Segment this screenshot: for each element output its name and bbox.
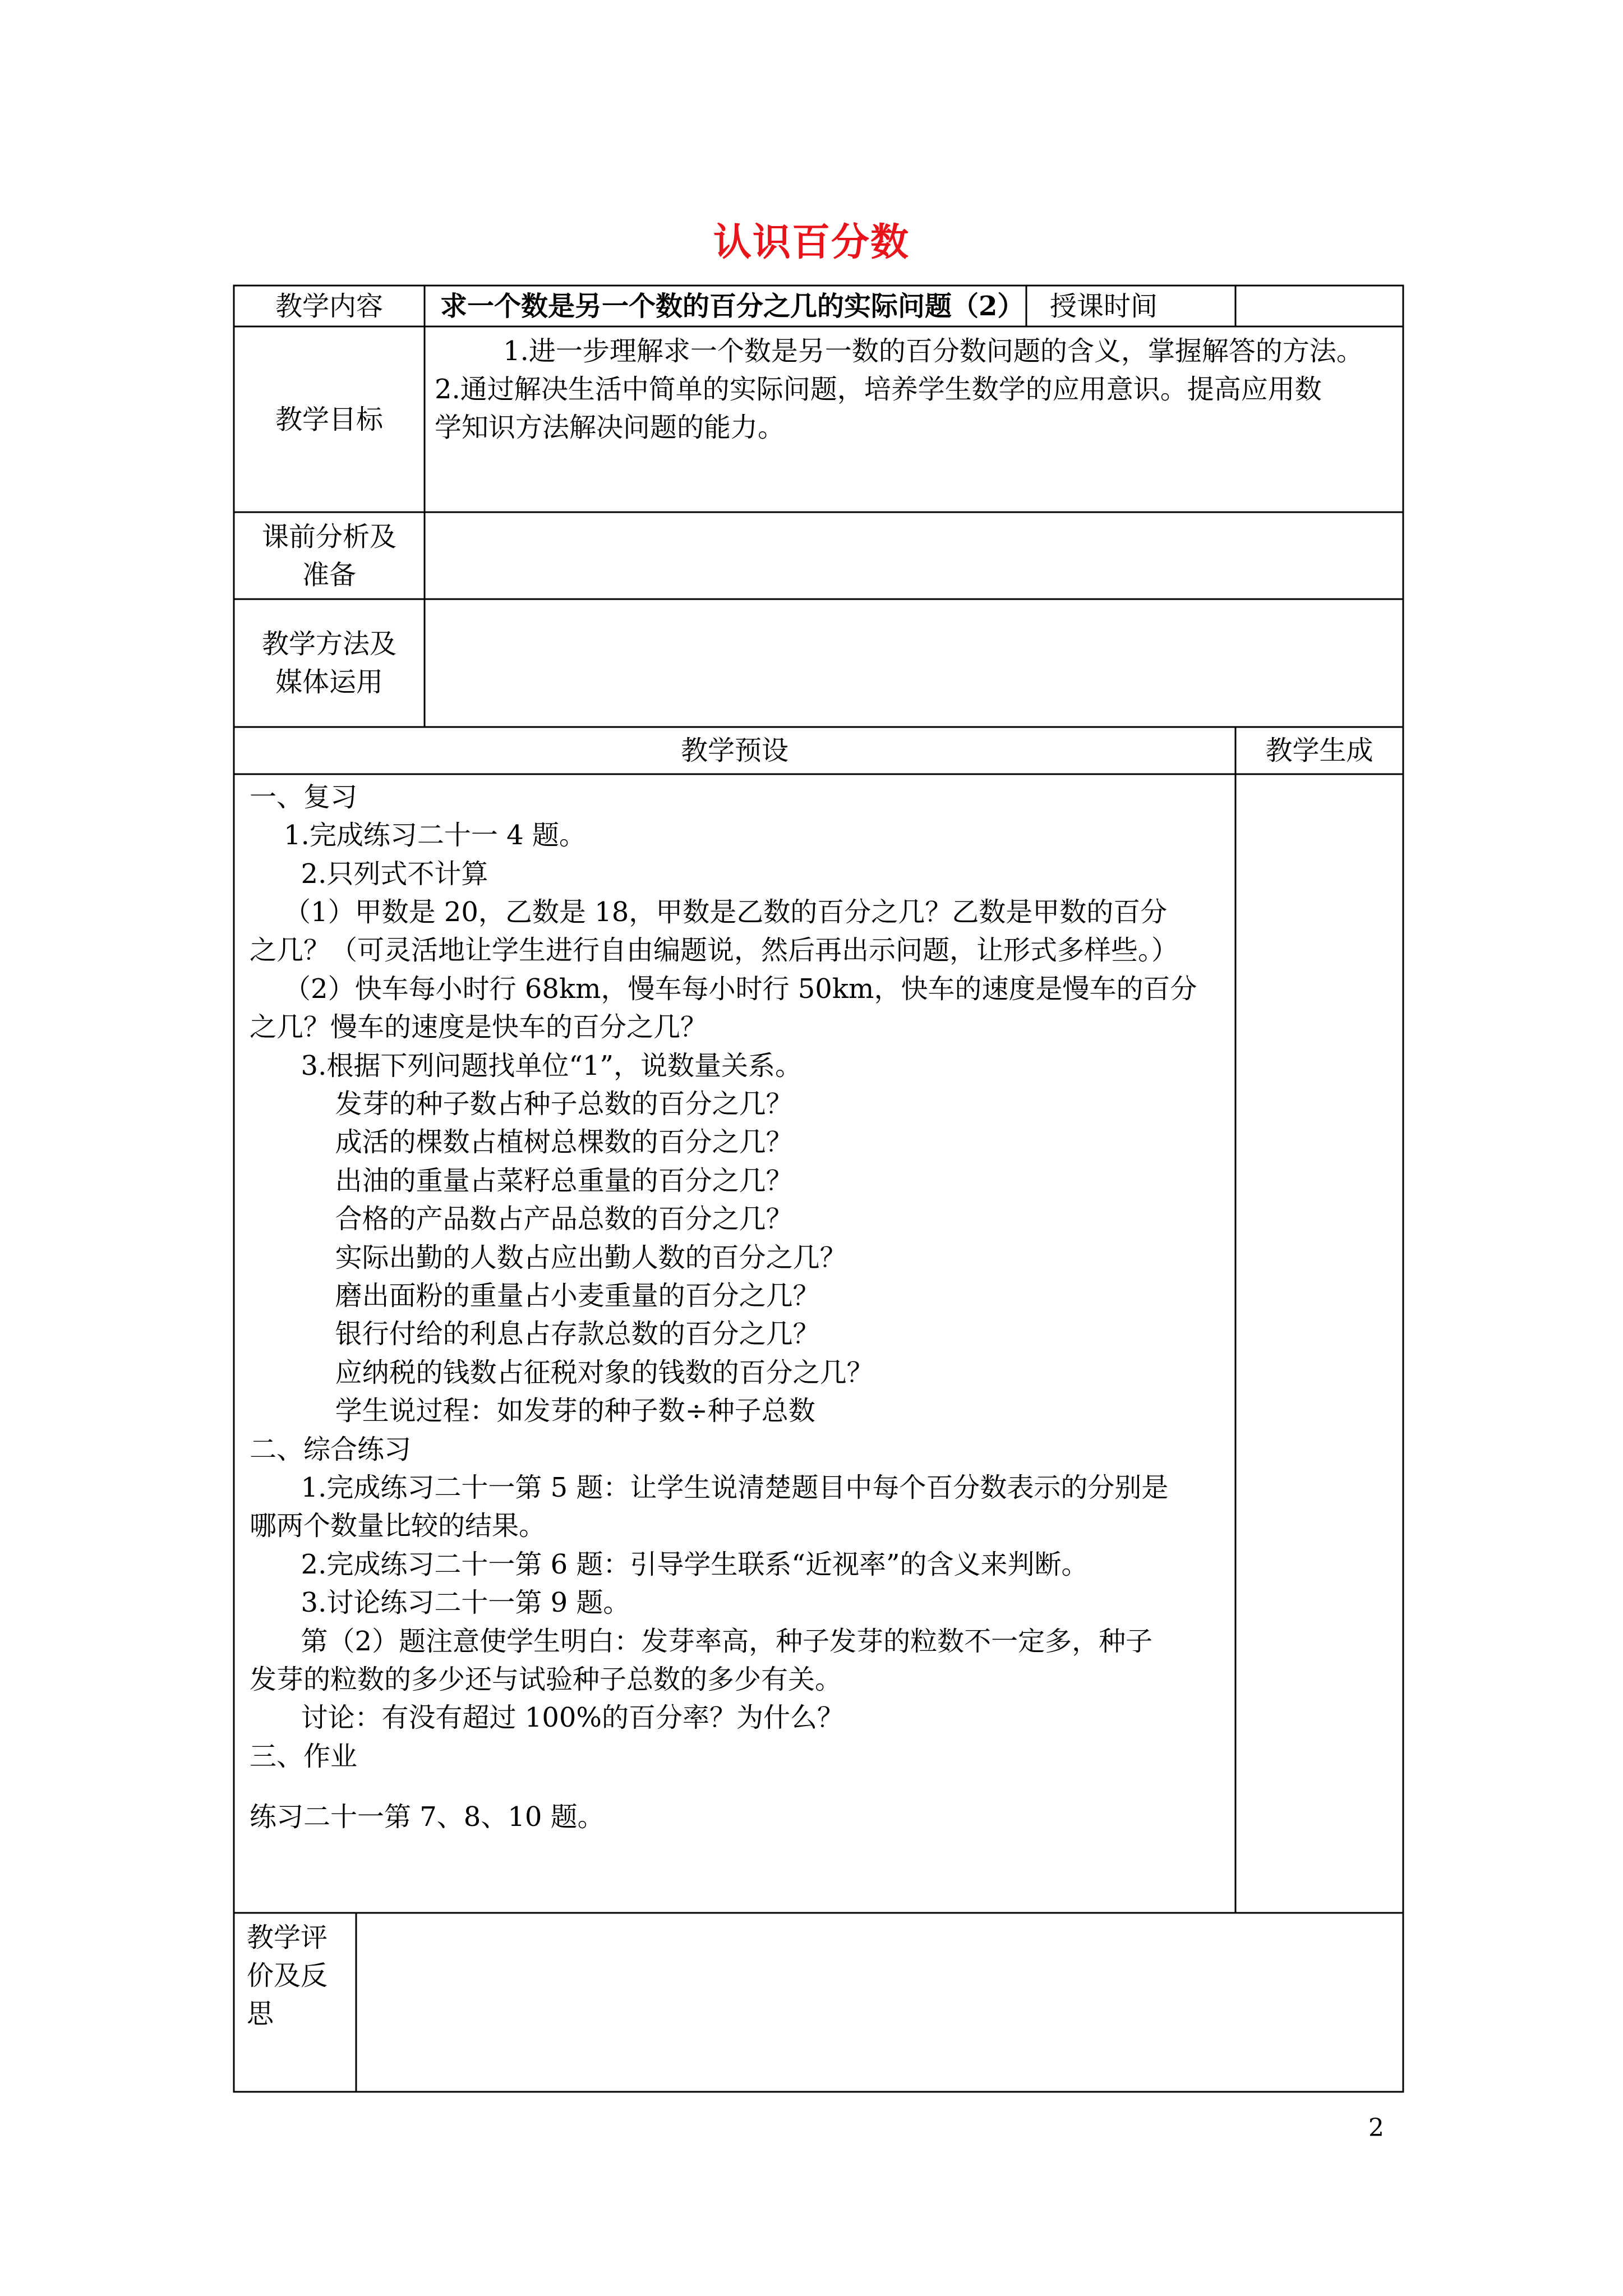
plan-line: 银行付给的利息占存款总数的百分之几？ <box>250 1318 820 1350</box>
content-label: 教学内容 <box>275 291 383 322</box>
plan-line: （1）甲数是 20，乙数是 18，甲数是乙数的百分之几？乙数是甲数的百分 <box>250 896 1168 928</box>
reflection-value <box>365 1918 1391 2081</box>
plan-line: 之几？慢车的速度是快车的百分之几？ <box>250 1011 708 1043</box>
page-number: 2 <box>1368 2114 1384 2142</box>
plan-line: 二、综合练习 <box>250 1434 412 1465</box>
methods-value <box>429 606 1394 718</box>
reflection-label-line: 教学评 <box>247 1922 328 1953</box>
plan-line: 合格的产品数占产品总数的百分之几？ <box>250 1203 793 1235</box>
plan-line: 应纳税的钱数占征税对象的钱数的百分之几？ <box>250 1357 874 1388</box>
plan-line: 出油的重量占菜籽总重量的百分之几？ <box>250 1165 793 1197</box>
methods-label-line: 教学方法及 <box>261 628 396 660</box>
plan-line: （2）快车每小时行 68km，慢车每小时行 50km，快车的速度是慢车的百分 <box>250 973 1197 1005</box>
document-title: 认识百分数 <box>713 220 910 265</box>
preparation-label-line: 课前分析及 <box>261 521 396 553</box>
reflection-label-line: 思 <box>247 1998 274 2030</box>
plan-line: 成活的棵数占植树总棵数的百分之几？ <box>250 1126 793 1158</box>
plan-line: 3.讨论练习二十一第 9 题。 <box>250 1587 630 1618</box>
plan-line: 第（2）题注意使学生明白：发芽率高，种子发芽的粒数不一定多，种子 <box>250 1626 1153 1657</box>
plan-line: 磨出面粉的重量占小麦重量的百分之几？ <box>250 1280 820 1312</box>
content-value: 求一个数是另一个数的百分之几的实际问题（2） <box>440 291 1025 322</box>
objectives-line: 1.进一步理解求一个数是另一数的百分数问题的含义，掌握解答的方法。 <box>435 335 1363 367</box>
plan-header-left: 教学预设 <box>680 735 789 766</box>
homework-line: 练习二十一第 7、8、10 题。 <box>250 1801 605 1833</box>
plan-line: 2.完成练习二十一第 6 题：引导学生联系“近视率”的含义来判断。 <box>250 1549 1089 1580</box>
preparation-value <box>429 516 1394 595</box>
plan-line: 发芽的粒数的多少还与试验种子总数的多少有关。 <box>250 1664 842 1695</box>
reflection-label-line: 价及反 <box>247 1960 328 1991</box>
plan-line: 发芽的种子数占种子总数的百分之几？ <box>250 1088 793 1120</box>
objectives-label: 教学目标 <box>275 403 383 435</box>
plan-line: 讨论：有没有超过 100%的百分率？为什么？ <box>250 1702 845 1733</box>
plan-header-right: 教学生成 <box>1265 735 1373 766</box>
methods-label-line: 媒体运用 <box>275 666 383 698</box>
plan-line: 三、作业 <box>250 1741 358 1772</box>
plan-line: 之几？（可灵活地让学生进行自由编题说，然后再出示问题，让形式多样些。） <box>250 935 1179 966</box>
time-value <box>1239 287 1399 325</box>
objectives-line: 学知识方法解决问题的能力。 <box>435 412 785 443</box>
plan-line: 1.完成练习二十一 4 题。 <box>250 820 586 851</box>
methods-label <box>236 601 423 725</box>
plan-line: 哪两个数量比较的结果。 <box>250 1510 546 1542</box>
plan-line: 2.只列式不计算 <box>250 858 488 890</box>
plan-line: 3.根据下列问题找单位“1”，说数量关系。 <box>250 1050 802 1082</box>
preparation-label-line: 准备 <box>302 559 356 591</box>
plan-line: 一、复习 <box>250 781 358 813</box>
plan-line: 1.完成练习二十一第 5 题：让学生说清楚题目中每个百分数表示的分别是 <box>250 1472 1169 1503</box>
time-label: 授课时间 <box>1050 291 1158 322</box>
plan-line: 学生说过程：如发芽的种子数÷种子总数 <box>250 1395 815 1427</box>
preparation-label <box>236 514 423 598</box>
plan-line: 实际出勤的人数占应出勤人数的百分之几？ <box>250 1242 847 1273</box>
objectives-line: 2.通过解决生活中简单的实际问题，培养学生数学的应用意识。提高应用数 <box>435 374 1322 405</box>
